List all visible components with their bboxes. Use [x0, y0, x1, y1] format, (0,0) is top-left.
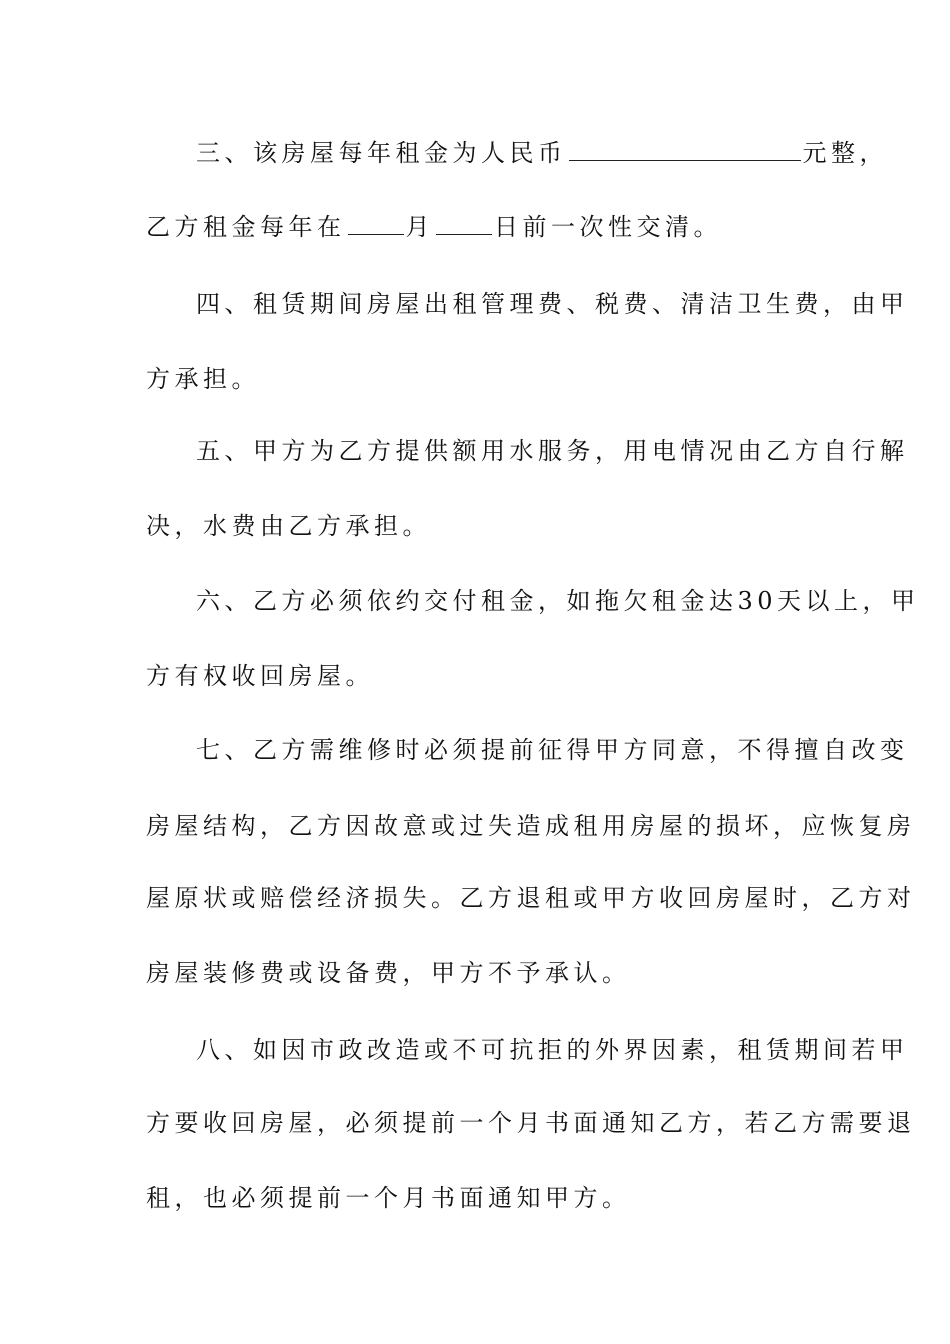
clause-7-line-2: 房屋结构，乙方因故意或过失造成租用房屋的损坏，应恢复房	[146, 812, 916, 840]
clause-8-line-2: 方要收回房屋，必须提前一个月书面通知乙方，若乙方需要退	[146, 1109, 916, 1137]
month-blank	[348, 212, 404, 235]
clause-3-text-before: 三、该房屋每年租金为人民币	[196, 139, 567, 167]
clause-4-line-2: 方承担。	[146, 365, 260, 393]
clause-3-line-2	[146, 212, 826, 242]
clause-8-line-1: 八、如因市政改造或不可抗拒的外界因素，租赁期间若甲	[196, 1036, 909, 1064]
clause-3-text-end: 日前一次性交清。	[494, 213, 722, 241]
clause-3-text-payment: 乙方租金每年在	[146, 213, 346, 241]
clause-5-line-1: 五、甲方为乙方提供额用水服务，用电情况由乙方自行解	[196, 437, 909, 465]
clause-8-line-3: 租，也必须提前一个月书面通知甲方。	[146, 1184, 631, 1212]
clause-7-line-1: 七、乙方需维修时必须提前征得甲方同意，不得擅自改变	[196, 736, 909, 764]
clause-6-line-1: 六、乙方必须依约交付租金，如拖欠租金达30天以上，甲	[196, 587, 920, 615]
clause-3-month-label: 月	[405, 213, 434, 241]
clause-7-line-4: 房屋装修费或设备费，甲方不予承认。	[146, 959, 631, 987]
day-blank	[436, 212, 492, 235]
clause-4-line-1: 四、租赁期间房屋出租管理费、税费、清洁卫生费，由甲	[196, 290, 909, 318]
clause-7-line-3: 屋原状或赔偿经济损失。乙方退租或甲方收回房屋时，乙方对	[146, 884, 916, 912]
annual-rent-blank	[569, 138, 801, 161]
clause-5-line-2: 决，水费由乙方承担。	[146, 512, 431, 540]
clause-6-line-2: 方有权收回房屋。	[146, 662, 374, 690]
clause-3-text-after: 元整，	[802, 139, 888, 167]
clause-3-line-1	[196, 138, 888, 168]
